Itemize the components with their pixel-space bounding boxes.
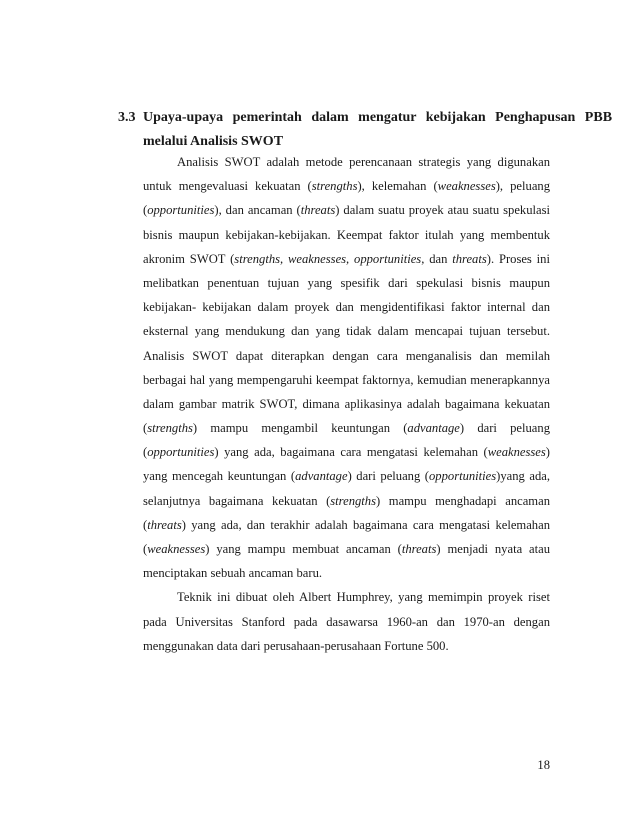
paragraph-swot-origin xyxy=(143,585,550,658)
text-line xyxy=(143,150,550,174)
text-line xyxy=(143,513,550,537)
text-line xyxy=(143,295,550,319)
text-run: eksternal yang mendukung dan yang tidak dalam mencapai tujuan tersebut. xyxy=(143,324,550,339)
text-line xyxy=(143,634,550,658)
italic-term: opportunities xyxy=(147,203,215,218)
text-line xyxy=(143,489,550,513)
text-run: dalam gambar matrik SWOT, dimana aplikasinya adalah bagaimana kekuatan xyxy=(143,396,550,411)
text-line xyxy=(143,610,550,634)
text-run: ) dari peluang ( xyxy=(347,469,429,484)
text-run: menciptakan sebuah ancaman baru. xyxy=(143,566,323,581)
text-line xyxy=(143,464,550,488)
text-run: ) menjadi nyata atau xyxy=(436,542,550,556)
italic-term: strengths xyxy=(147,421,193,436)
italic-term: strengths xyxy=(311,179,358,194)
text-run: ) yang ada, bagaimana cara mengatasi kelemahan ( xyxy=(214,445,488,460)
italic-term: strengths, weaknesses, opportunities xyxy=(234,251,422,266)
text-run: ( xyxy=(143,542,148,556)
italic-term: threats xyxy=(300,203,336,218)
italic-term: opportunities xyxy=(429,469,497,484)
section-number: 3.3 xyxy=(118,110,136,125)
page-number: 18 xyxy=(537,758,550,772)
text-run: ( xyxy=(143,203,148,218)
text-line xyxy=(143,440,550,464)
text-run: bisnis maupun kebijakan-kebijakan. Keempat faktor itulah yang membentuk xyxy=(143,227,550,242)
text-run: ) dari peluang xyxy=(459,421,550,436)
text-run: ), dan ancaman ( xyxy=(214,203,301,218)
text-run: ), kelemahan ( xyxy=(357,179,438,194)
text-run: Analisis SWOT dapat diterapkan dengan cara menganalisis dan memilah xyxy=(143,348,550,363)
text-run: ), peluang xyxy=(495,179,550,194)
text-run: ( xyxy=(143,517,148,532)
text-run: pada Universitas Stanford pada dasawarsa 1960-an dan 1970-an dengan xyxy=(143,614,550,629)
text-run: ) mampu mengambil keuntungan ( xyxy=(192,421,408,436)
section-heading-row xyxy=(118,106,613,130)
text-run: , dan xyxy=(421,251,453,266)
text-run: ) dalam suatu proyek atau suatu spekulasi xyxy=(335,203,550,218)
text-line xyxy=(143,198,550,222)
text-run: menggunakan data dari perusahaan-perusahaan Fortune 500. xyxy=(143,638,449,653)
italic-term: threats xyxy=(401,542,437,556)
text-line xyxy=(143,368,550,392)
text-line xyxy=(143,537,550,561)
text-run: untuk mengevaluasi kekuatan ( xyxy=(143,179,312,194)
italic-term: weaknesses xyxy=(487,445,546,460)
text-line xyxy=(143,174,550,198)
text-run: ( xyxy=(143,445,148,460)
text-run: berbagai hal yang mempengaruhi keempat faktornya, kemudian menerapkannya xyxy=(143,372,550,387)
text-run: ). Proses ini xyxy=(486,251,550,266)
section-title-line-1: Upaya-upaya pemerintah dalam mengatur kebijakan Penghapusan PBB xyxy=(143,110,613,125)
text-run: yang mencegah keuntungan ( xyxy=(143,469,296,484)
text-line xyxy=(143,247,550,271)
text-line xyxy=(143,416,550,440)
text-run: ) yang ada, dan terakhir adalah bagaimana cara mengatasi kelemahan xyxy=(181,517,550,532)
text-run: ( xyxy=(143,421,148,436)
text-line xyxy=(143,344,550,368)
italic-term: weaknesses xyxy=(437,179,496,194)
text-run: selanjutnya bagaimana kekuatan ( xyxy=(143,493,331,508)
text-line xyxy=(143,223,550,247)
text-run: Analisis SWOT adalah metode perencanaan strategis yang digunakan xyxy=(177,155,550,169)
text-line xyxy=(143,561,550,585)
italic-term: advantage xyxy=(295,469,348,484)
text-line xyxy=(143,392,550,416)
text-line xyxy=(143,271,550,295)
italic-term: weaknesses xyxy=(147,542,206,556)
italic-term: opportunities xyxy=(147,445,215,460)
italic-term: threats xyxy=(147,517,182,532)
text-run: melibatkan penentuan tujuan yang spesifik dari spekulasi bisnis maupun xyxy=(143,275,550,290)
text-line xyxy=(143,585,550,609)
text-run: Teknik ini dibuat oleh Albert Humphrey, yang memimpin proyek riset xyxy=(177,590,550,605)
italic-term: threats xyxy=(452,251,487,266)
section-title-line-2: melalui Analisis SWOT xyxy=(143,134,284,149)
section-heading xyxy=(118,106,613,154)
italic-term: advantage xyxy=(407,421,460,436)
body-text xyxy=(143,150,550,658)
text-run: akronim SWOT ( xyxy=(143,251,235,266)
text-line xyxy=(143,319,550,343)
italic-term: strengths xyxy=(330,493,376,508)
text-run: ) mampu menghadapi ancaman xyxy=(376,493,550,508)
text-run: kebijakan- kebijakan dalam proyek dan mengidentifikasi faktor internal dan xyxy=(143,300,550,315)
text-run: ) yang mampu membuat ancaman ( xyxy=(205,542,402,556)
text-run: )yang ada, xyxy=(496,469,551,484)
paragraph-swot-definition xyxy=(143,150,550,585)
text-run: ) xyxy=(545,445,550,460)
